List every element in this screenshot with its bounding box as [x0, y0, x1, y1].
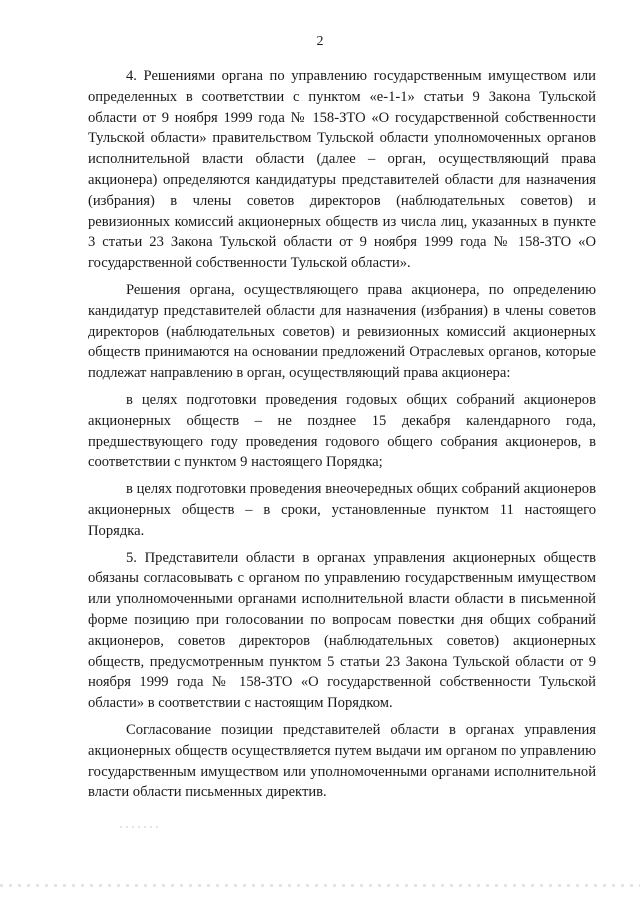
paragraph-coordination: Согласование позиции представителей области в органах управления акционерных обществ осуществляется путем выдачи им органом по управлению государственным имуществом или уполномоченными органами исполнительной власти области письменных директив.	[88, 721, 596, 801]
paragraph-extraordinary-meetings: в целях подготовки проведения внеочередных общих собраний акционеров акционерных обществ – в сроки, установленные пунктом 11 настоящего Порядка.	[88, 481, 596, 539]
paragraph-decisions: Решения органа, осуществляющего права акционера, по определению кандидатур представителей области для назначения (избрания) в члены советов директоров (наблюдательных советов) и ревизионных комиссий акционерных обществ принимаются на основании предложений Отраслевых органов, которые подлежат направлению в орган, осуществляющий права акционера:	[88, 281, 596, 382]
paragraph-item-4: 4. Решениями органа по управлению государственным имуществом или определенных в соответствии с пунктом «е-1-1» статьи 9 Закона Тульской области от 9 ноября 1999 года № 158-ЗТО «О государственной собственности Тульской области» правительством Тульской области уполномоченных органов исполнительной власти области (далее – орган, осуществляющий права акционера) определяются кандидатуры представителей области для назначения (избрания) в члены советов директоров (наблюдательных советов) и ревизионных комиссий акционерных обществ из числа лиц, указанных в пункте 3 статьи 23 Закона Тульской области от 9 ноября 1999 года № 158-ЗТО «О государственной собственности Тульской области».	[88, 68, 596, 272]
paragraph-annual-meetings: в целях подготовки проведения годовых общих собраний акционеров акционерных обществ – не позднее 15 декабря календарного года, предшествующего году проведения годового общего собрания акционеров, в соответствии с пунктом 9 настоящего Порядка;	[88, 391, 596, 471]
document-body	[88, 66, 596, 809]
scan-artifact	[120, 826, 160, 828]
paragraph-item-5: 5. Представители области в органах управления акционерных обществ обязаны согласовывать с органом по управлению государственным имуществом или уполномоченными органами исполнительной власти области в письменной форме позицию при голосовании по вопросам повестки дня общих собраний акционеров, советов директоров (наблюдательных советов) акционерных обществ, предусмотренным пунктом 5 статьи 23 Закона Тульской области от 9 ноября 1999 года № 158-ЗТО «О государственной собственности Тульской области» в соответствии с настоящим Порядком.	[88, 549, 596, 712]
scan-edge-artifact	[0, 884, 640, 887]
page-number: 2	[316, 34, 324, 49]
